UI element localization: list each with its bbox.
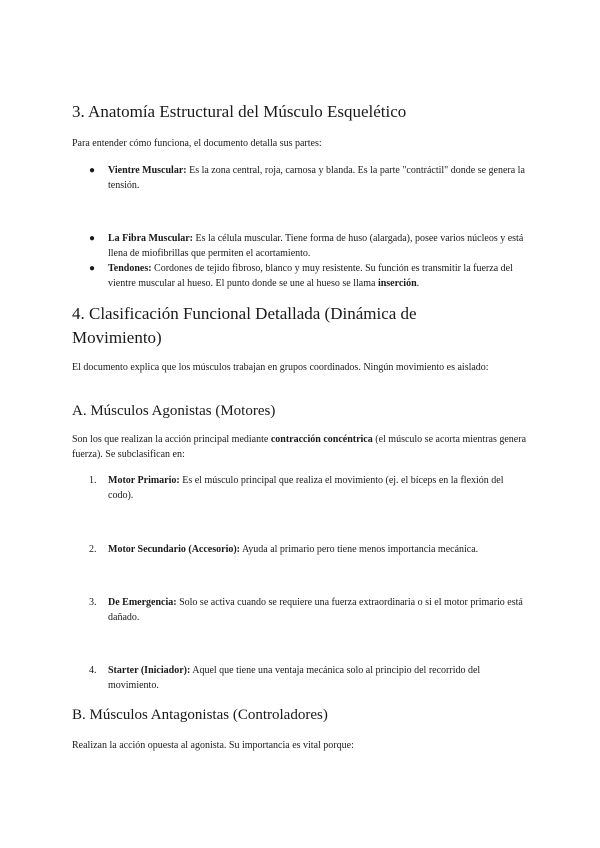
list-term: De Emergencia: xyxy=(108,597,177,608)
section-3-intro: Para entender cómo funciona, el documento detalla sus partes: xyxy=(72,138,322,149)
subsection-b-heading: B. Músculos Antagonistas (Controladores) xyxy=(72,707,328,723)
section-4-heading-line2: Movimiento) xyxy=(72,328,162,347)
bullet-fibra-muscular xyxy=(108,231,526,261)
intro-pre: Son los que realizan la acción principal mediante xyxy=(72,434,271,445)
bullet-term: La Fibra Muscular: xyxy=(108,233,193,244)
section-4-intro: El documento explica que los músculos trabajan en grupos coordinados. Ningún movimiento es aislado: xyxy=(72,362,489,373)
subsection-b-intro: Realizan la acción opuesta al agonista. Su importancia es vital porque: xyxy=(72,740,354,751)
list-item-motor-secundario xyxy=(108,542,526,557)
bullet-tail: . xyxy=(416,278,420,289)
subsection-a-heading: A. Músculos Agonistas (Motores) xyxy=(72,403,276,419)
bullet-term-insercion: inserción xyxy=(377,278,417,289)
list-text: Es el músculo principal que realiza el movimiento (ej. el bíceps en la flexión del codo). xyxy=(108,475,504,501)
list-number: 1. xyxy=(89,475,97,486)
list-text: Solo se activa cuando se requiere una fuerza extraordinaria o si el motor primario está dañado. xyxy=(108,597,523,623)
intro-bold: contracción concéntrica xyxy=(270,434,373,445)
subsection-a-intro xyxy=(72,432,532,462)
intro-post: (el músculo se acorta mientras genera fuerza). Se subclasifican en: xyxy=(72,434,527,460)
bullet-vientre-muscular xyxy=(108,163,526,193)
list-item-de-emergencia xyxy=(108,595,526,625)
list-item-motor-primario xyxy=(108,473,526,503)
bullet-tendones xyxy=(108,261,526,291)
list-number: 2. xyxy=(89,544,97,555)
list-term: Motor Primario: xyxy=(108,475,180,486)
list-text: Ayuda al primario pero tiene menos importancia mecánica. xyxy=(240,544,479,555)
section-3-heading: 3. Anatomía Estructural del Músculo Esquelético xyxy=(72,102,407,121)
bullet-term: Tendones: xyxy=(108,263,152,274)
bullet-marker: ● xyxy=(89,263,96,274)
bullet-text: Es la célula muscular. Tiene forma de huso (alargada), posee varios núcleos y está llena de miofibrillas que permiten el acortamiento. xyxy=(108,233,524,259)
list-number: 4. xyxy=(89,665,97,676)
section-4-heading-line1: 4. Clasificación Funcional Detallada (Dinámica de xyxy=(72,304,417,323)
list-number: 3. xyxy=(89,597,97,608)
section-4-heading xyxy=(72,302,417,350)
list-text: Aquel que tiene una ventaja mecánica solo al principio del recorrido del movimiento. xyxy=(108,665,481,691)
bullet-marker: ● xyxy=(89,165,96,176)
bullet-term: Vientre Muscular: xyxy=(108,165,187,176)
list-term: Motor Secundario (Accesorio): xyxy=(108,544,241,555)
list-term: Starter (Iniciador): xyxy=(108,665,191,676)
bullet-marker: ● xyxy=(89,233,96,244)
list-item-starter xyxy=(108,663,526,693)
bullet-text: Es la zona central, roja, carnosa y blanda. Es la parte "contráctil" donde se genera la tensión. xyxy=(108,165,525,191)
bullet-text: Cordones de tejido fibroso, blanco y muy resistente. Su función es transmitir la fuerza del vientre muscular al hueso. El punto donde se une al hueso se llama xyxy=(108,263,513,289)
